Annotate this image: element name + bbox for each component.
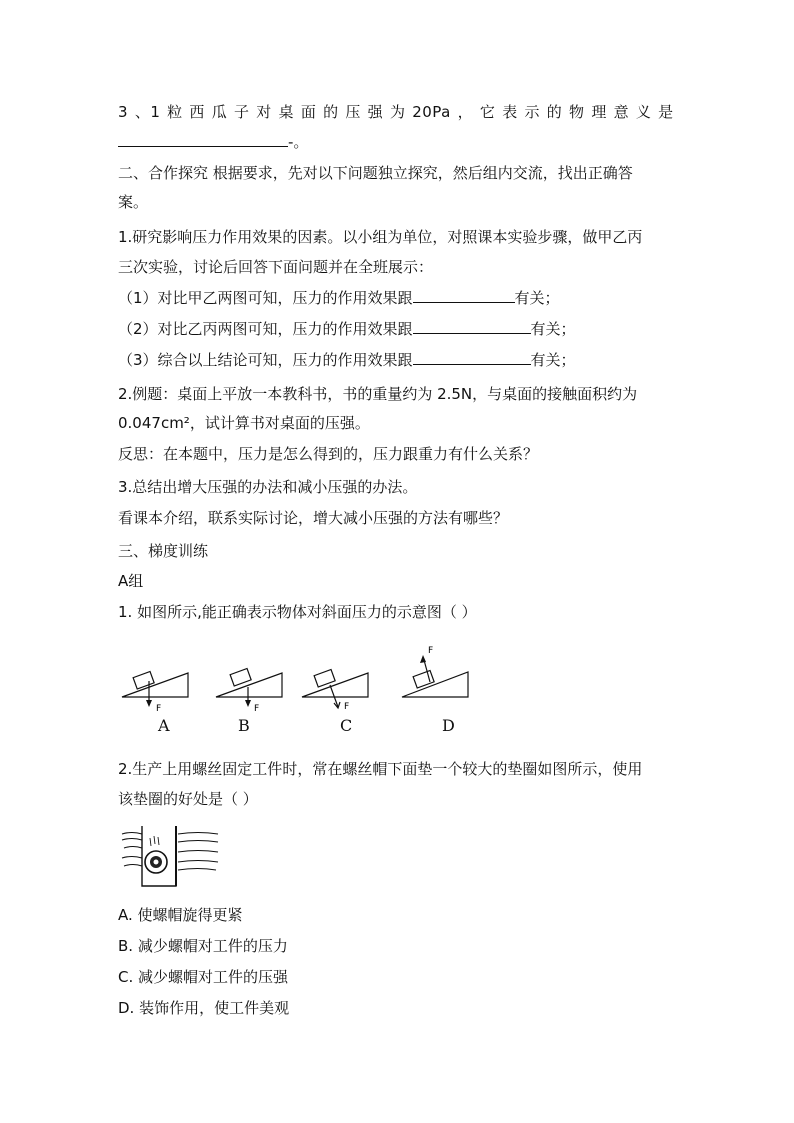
item3-line1: 3.总结出增大压强的办法和减小压强的办法。 <box>118 478 418 496</box>
q2-choice-a: A. 使螺帽旋得更紧 <box>118 906 243 924</box>
incline-figure-d <box>398 642 474 714</box>
q3-token: 桌 <box>278 103 295 121</box>
q2-choice-c: C. 减少螺帽对工件的压强 <box>118 968 289 986</box>
item1-sub3: （3）综合以上结论可知，压力的作用效果跟 有关； <box>118 351 576 369</box>
q3-token: 它 <box>479 103 496 121</box>
q3-token: ， <box>457 103 474 121</box>
q3-token: 瓜 <box>211 103 228 121</box>
q3-token: 强 <box>367 103 384 121</box>
svg-text:F: F <box>428 646 434 656</box>
group-a-label: A组 <box>118 572 144 590</box>
q2-stem-line2: 该垫圈的好处是（ ） <box>118 790 258 808</box>
q3-token: 面 <box>300 103 317 121</box>
q3-line1 <box>118 101 674 123</box>
q3-token: 义 <box>635 103 652 121</box>
q3-answer-blank <box>118 131 288 147</box>
q3-token: 表 <box>502 103 518 121</box>
sub2-answer-blank <box>413 318 531 334</box>
q2-stem-line1: 2.生产上用螺丝固定工件时，常在螺丝帽下面垫一个较大的垫圈如图所示，使用 <box>118 760 643 778</box>
item1-line1: 1.研究影响压力作用效果的因素。以小组为单位，对照课本实验步骤，做甲乙丙 <box>118 228 643 246</box>
svg-text:F: F <box>254 704 260 713</box>
option-label-b: B <box>238 716 250 735</box>
incline-figure-c <box>298 655 374 713</box>
svg-text:F: F <box>156 704 162 713</box>
sub3-answer-blank <box>413 349 531 365</box>
q3-token: 是 <box>658 103 674 121</box>
incline-figure-a <box>118 655 194 713</box>
section2-heading-line1: 二、合作探究 根据要求，先对以下问题独立探究，然后组内交流，找出正确答 <box>118 164 633 182</box>
item1-sub1: （1）对比甲乙两图可知，压力的作用效果跟 有关； <box>118 289 560 307</box>
option-label-d: D <box>442 716 455 735</box>
section2-heading-line2: 案。 <box>118 193 149 211</box>
svg-text:F: F <box>344 702 350 712</box>
q3-token: 西 <box>189 103 205 121</box>
item2-reflection: 反思：在本题中，压力是怎么得到的，压力跟重力有什么关系？ <box>118 445 539 463</box>
q3-token: 对 <box>256 103 272 121</box>
item1-sub2: （2）对比乙丙两图可知，压力的作用效果跟 有关； <box>118 320 576 338</box>
option-label-c: C <box>340 716 353 735</box>
q2-choice-b: B. 减少螺帽对工件的压力 <box>118 937 288 955</box>
item3-line2: 看课本介绍，联系实际讨论，增大减小压强的方法有哪些？ <box>118 509 509 527</box>
q3-token: 压 <box>345 103 361 121</box>
q3-token: 物 <box>569 103 585 121</box>
q3-token: 20Pa <box>412 103 451 121</box>
q3-token: 意 <box>613 103 630 121</box>
item2-line2: 0.047cm²，试计算书对桌面的压强。 <box>118 414 370 432</box>
q3-token: 示 <box>524 103 540 121</box>
q3-token: 的 <box>323 103 339 121</box>
q3-token: 为 <box>389 103 406 121</box>
q3-token: 粒 <box>167 103 183 121</box>
q3-token: 子 <box>233 103 250 121</box>
q3-line2: -。 <box>118 131 308 153</box>
section3-heading: 三、梯度训练 <box>118 542 209 560</box>
item2-line1: 2.例题：桌面上平放一本教科书，书的重量约为 2.5N，与桌面的接触面积约为 <box>118 385 638 403</box>
item1-line2: 三次实验，讨论后回答下面问题并在全班展示： <box>118 258 434 276</box>
q3-token: 的 <box>546 103 563 121</box>
q3-token: 3 <box>118 103 129 121</box>
bolt-washer-figure <box>118 824 222 890</box>
sub1-answer-blank <box>413 287 515 303</box>
q3-token: 、1 <box>134 103 161 121</box>
option-label-a: A <box>158 716 170 735</box>
q1-stem: 1. 如图所示,能正确表示物体对斜面压力的示意图（ ） <box>118 603 477 621</box>
incline-figure-b <box>212 655 288 713</box>
q3-token: 理 <box>591 103 607 121</box>
q2-choice-d: D. 装饰作用，使工件美观 <box>118 999 290 1017</box>
